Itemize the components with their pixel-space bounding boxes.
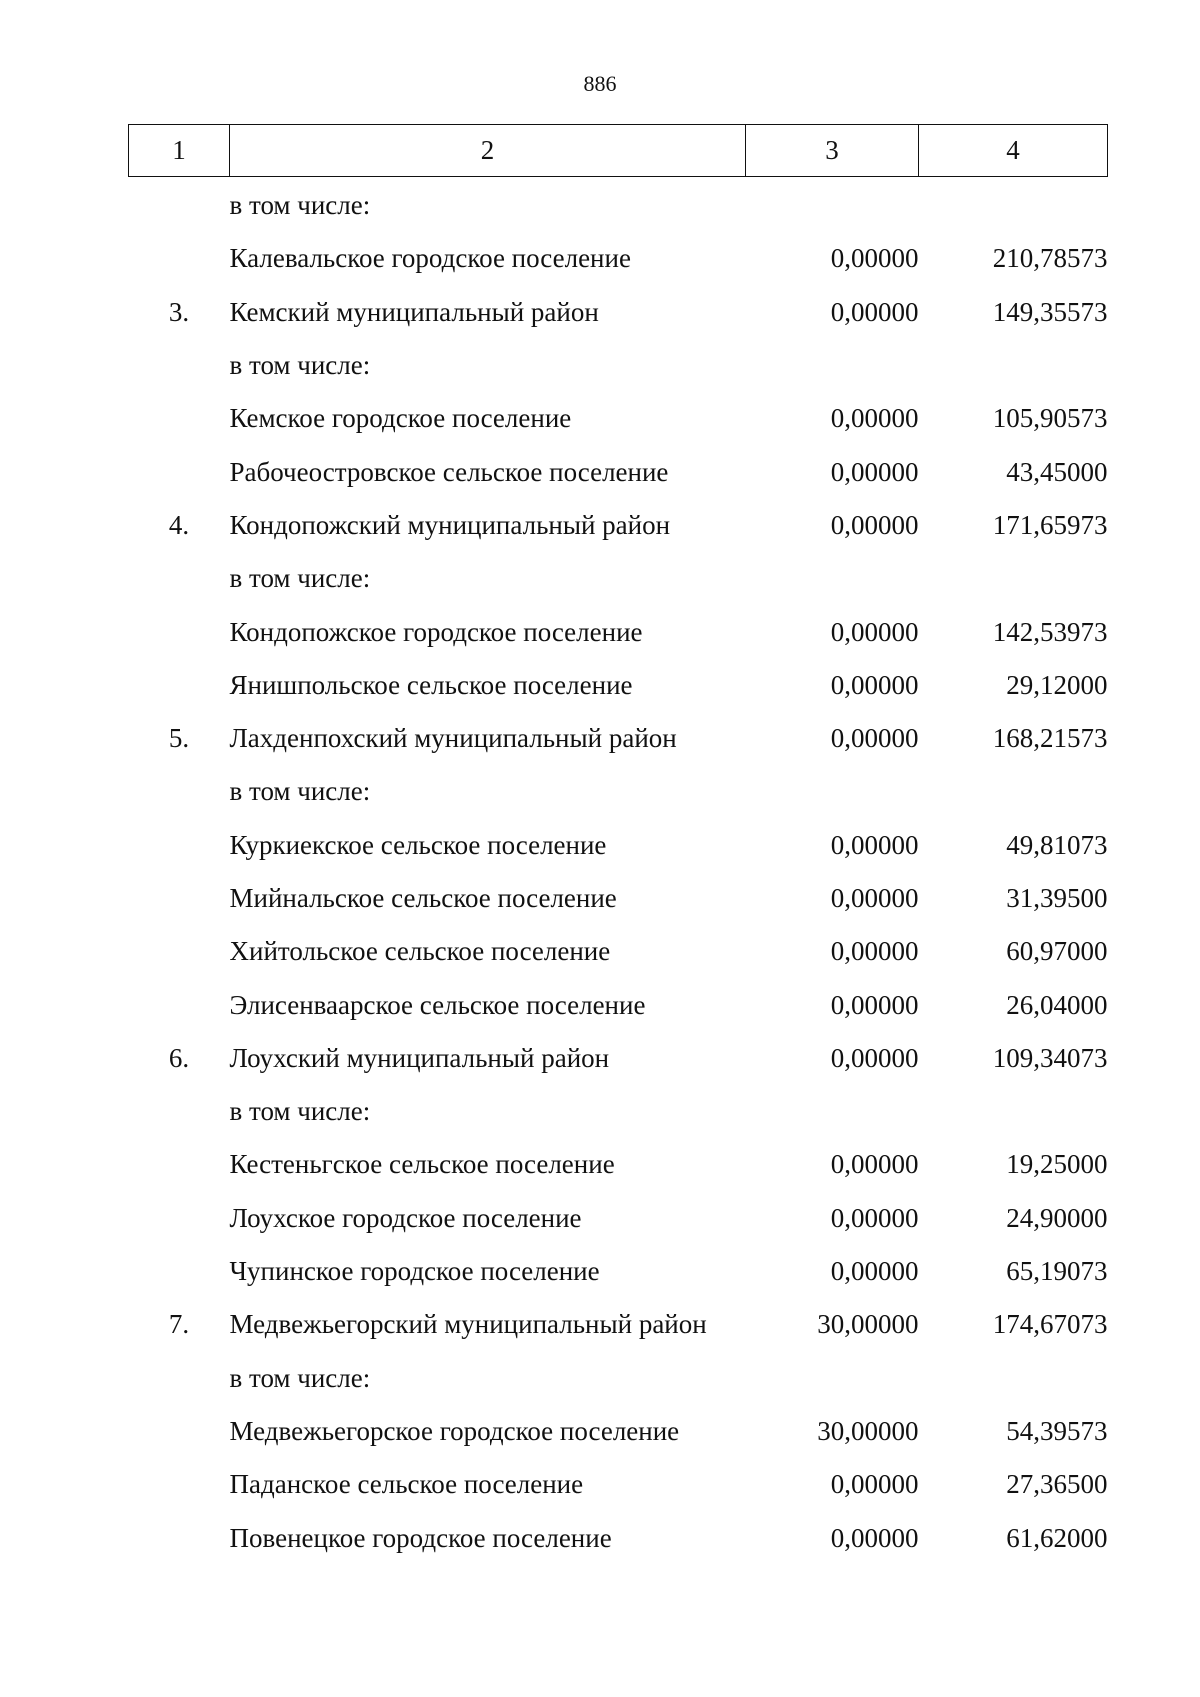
value-col4-cell: 168,21573 (992, 723, 1108, 754)
value-col4-cell: 27,36500 (1006, 1469, 1108, 1500)
row-number-cell (129, 872, 230, 925)
header-row (129, 125, 1108, 177)
territory-name-cell: Лоухское городское поселение (229, 1202, 582, 1233)
value-col4-cell: 49,81073 (1006, 829, 1108, 860)
value-col3-cell: 0,00000 (830, 1042, 919, 1073)
table-row (129, 1245, 1108, 1298)
territory-name-cell: Мийнальское сельское поселение (229, 883, 617, 913)
territory-name-cell: Чупинское городское поселение (229, 1256, 600, 1287)
row-number-cell (129, 1192, 230, 1245)
allocation-table (128, 124, 1108, 1565)
territory-name-cell: Паданское сельское поселение (229, 1469, 584, 1500)
value-col4-cell: 26,04000 (1006, 989, 1108, 1020)
table-row (129, 819, 1108, 872)
table-row (129, 1458, 1108, 1511)
table-row (129, 925, 1108, 978)
page-number: 886 (583, 71, 617, 96)
header-col-4: 4 (919, 125, 1108, 177)
row-number-cell: 7. (168, 1309, 190, 1340)
value-col3-cell: 0,00000 (830, 1256, 919, 1287)
table-row (129, 1192, 1108, 1245)
value-col4-cell: 210,78573 (992, 243, 1108, 274)
value-col3-cell: 30,00000 (817, 1415, 919, 1446)
territory-name-cell: Кемское городское поселение (229, 403, 572, 434)
territory-name-cell: Янишпольское сельское поселение (229, 669, 633, 700)
value-col3-cell: 0,00000 (830, 723, 919, 754)
value-col4-cell: 43,45000 (1006, 456, 1108, 487)
row-number-cell (129, 819, 230, 872)
table-row (129, 1085, 1108, 1138)
value-col3-cell: 0,00000 (830, 509, 919, 540)
row-number-cell (129, 1511, 230, 1564)
table-row (129, 392, 1108, 445)
value-col3-cell (746, 552, 919, 605)
row-number-cell: 4. (168, 509, 190, 540)
table-header (129, 125, 1108, 177)
table-row (129, 499, 1108, 552)
value-col4-cell: 31,39500 (1006, 883, 1108, 913)
value-col3-cell: 0,00000 (830, 883, 919, 913)
header-col-1: 1 (129, 125, 230, 177)
value-col4-cell (919, 1352, 1108, 1405)
territory-name-cell: в том числе: (229, 1362, 371, 1393)
value-col4-cell (919, 339, 1108, 392)
territory-name-cell: в том числе: (229, 776, 371, 807)
row-number-cell (129, 1458, 230, 1511)
table-row (129, 177, 1108, 233)
value-col3-cell (746, 765, 919, 818)
value-col4-cell: 24,90000 (1006, 1202, 1108, 1233)
table-row (129, 286, 1108, 339)
value-col4-cell (919, 765, 1108, 818)
row-number-cell (129, 1405, 230, 1458)
row-number-cell: 6. (168, 1042, 190, 1073)
value-col3-cell: 30,00000 (817, 1309, 919, 1340)
value-col3-cell: 0,00000 (830, 296, 919, 327)
value-col4-cell: 29,12000 (1006, 669, 1108, 700)
table-row (129, 1511, 1108, 1564)
row-number-cell: 3. (168, 296, 190, 327)
row-number-cell (129, 925, 230, 978)
row-number-cell (129, 1245, 230, 1298)
territory-name-cell: Лоухский муниципальный район (229, 1042, 610, 1073)
value-col4-cell (919, 177, 1108, 233)
row-number-cell (129, 177, 230, 233)
value-col4-cell: 149,35573 (992, 296, 1108, 327)
row-number-cell (129, 1085, 230, 1138)
value-col3-cell: 0,00000 (830, 829, 919, 860)
value-col3-cell: 0,00000 (830, 456, 919, 487)
value-col4-cell: 61,62000 (1006, 1522, 1108, 1553)
table-row (129, 1032, 1108, 1085)
territory-name-cell: Медвежьегорский муниципальный район (229, 1309, 707, 1340)
territory-name-cell: Кемский муниципальный район (229, 296, 599, 327)
row-number-cell (129, 765, 230, 818)
table-row (129, 1138, 1108, 1191)
table-row (129, 659, 1108, 712)
value-col3-cell: 0,00000 (830, 616, 919, 647)
header-col-2: 2 (230, 125, 746, 177)
row-number-cell (129, 552, 230, 605)
value-col4-cell: 60,97000 (1006, 936, 1108, 967)
table-row (129, 765, 1108, 818)
value-col3-cell: 0,00000 (830, 1149, 919, 1180)
value-col4-cell: 54,39573 (1006, 1415, 1108, 1446)
table-row (129, 445, 1108, 498)
row-number-cell (129, 232, 230, 285)
territory-name-cell: Повенецкое городское поселение (229, 1522, 612, 1553)
row-number-cell (129, 339, 230, 392)
territory-name-cell: Медвежьегорское городское поселение (229, 1415, 680, 1446)
value-col3-cell (746, 339, 919, 392)
row-number-cell (129, 1138, 230, 1191)
value-col3-cell: 0,00000 (830, 243, 919, 274)
value-col4-cell: 142,53973 (992, 616, 1108, 647)
table-row (129, 978, 1108, 1031)
table-row (129, 552, 1108, 605)
table-row (129, 872, 1108, 925)
territory-name-cell: в том числе: (229, 563, 371, 594)
value-col3-cell: 0,00000 (830, 936, 919, 967)
territory-name-cell: Рабочеостровское сельское поселение (229, 456, 669, 487)
row-number-cell (129, 392, 230, 445)
row-number-cell (129, 605, 230, 658)
territory-name-cell: Кестеньгское сельское поселение (229, 1149, 615, 1180)
table-row (129, 1352, 1108, 1405)
row-number-cell: 5. (168, 723, 190, 754)
value-col3-cell: 0,00000 (830, 1469, 919, 1500)
value-col3-cell: 0,00000 (830, 989, 919, 1020)
territory-name-cell: Хийтольское сельское поселение (229, 936, 611, 967)
territory-name-cell: Кондопожский муниципальный район (229, 509, 671, 540)
territory-name-cell: Калевальское городское поселение (229, 243, 631, 274)
row-number-cell (129, 978, 230, 1031)
value-col3-cell (746, 177, 919, 233)
value-col3-cell: 0,00000 (830, 1202, 919, 1233)
territory-name-cell: в том числе: (229, 350, 371, 381)
territory-name-cell: Лахденпохский муниципальный район (229, 723, 677, 754)
table-row (129, 339, 1108, 392)
value-col4-cell: 65,19073 (1006, 1256, 1108, 1287)
territory-name-cell: Куркиекское сельское поселение (229, 829, 607, 860)
value-col3-cell (746, 1085, 919, 1138)
value-col4-cell: 105,90573 (992, 403, 1108, 434)
row-number-cell (129, 659, 230, 712)
value-col3-cell: 0,00000 (830, 403, 919, 434)
value-col4-cell: 109,34073 (992, 1042, 1108, 1073)
value-col3-cell: 0,00000 (830, 669, 919, 700)
row-number-cell (129, 1352, 230, 1405)
header-col-3: 3 (746, 125, 919, 177)
value-col4-cell: 171,65973 (992, 509, 1108, 540)
value-col4-cell: 19,25000 (1006, 1149, 1108, 1180)
territory-name-cell: Элисенваарское сельское поселение (229, 989, 646, 1020)
value-col4-cell (919, 552, 1108, 605)
table-row (129, 712, 1108, 765)
territory-name-cell: Кондопожское городское поселение (229, 616, 643, 647)
table-body (129, 177, 1108, 1565)
territory-name-cell: в том числе: (229, 1096, 371, 1127)
row-number-cell (129, 445, 230, 498)
value-col4-cell: 174,67073 (992, 1309, 1108, 1340)
value-col3-cell (746, 1352, 919, 1405)
table-row (129, 1405, 1108, 1458)
table-row (129, 232, 1108, 285)
value-col3-cell: 0,00000 (830, 1522, 919, 1553)
territory-name-cell: в том числе: (229, 190, 371, 221)
table-row (129, 1298, 1108, 1351)
table-row (129, 605, 1108, 658)
value-col4-cell (919, 1085, 1108, 1138)
